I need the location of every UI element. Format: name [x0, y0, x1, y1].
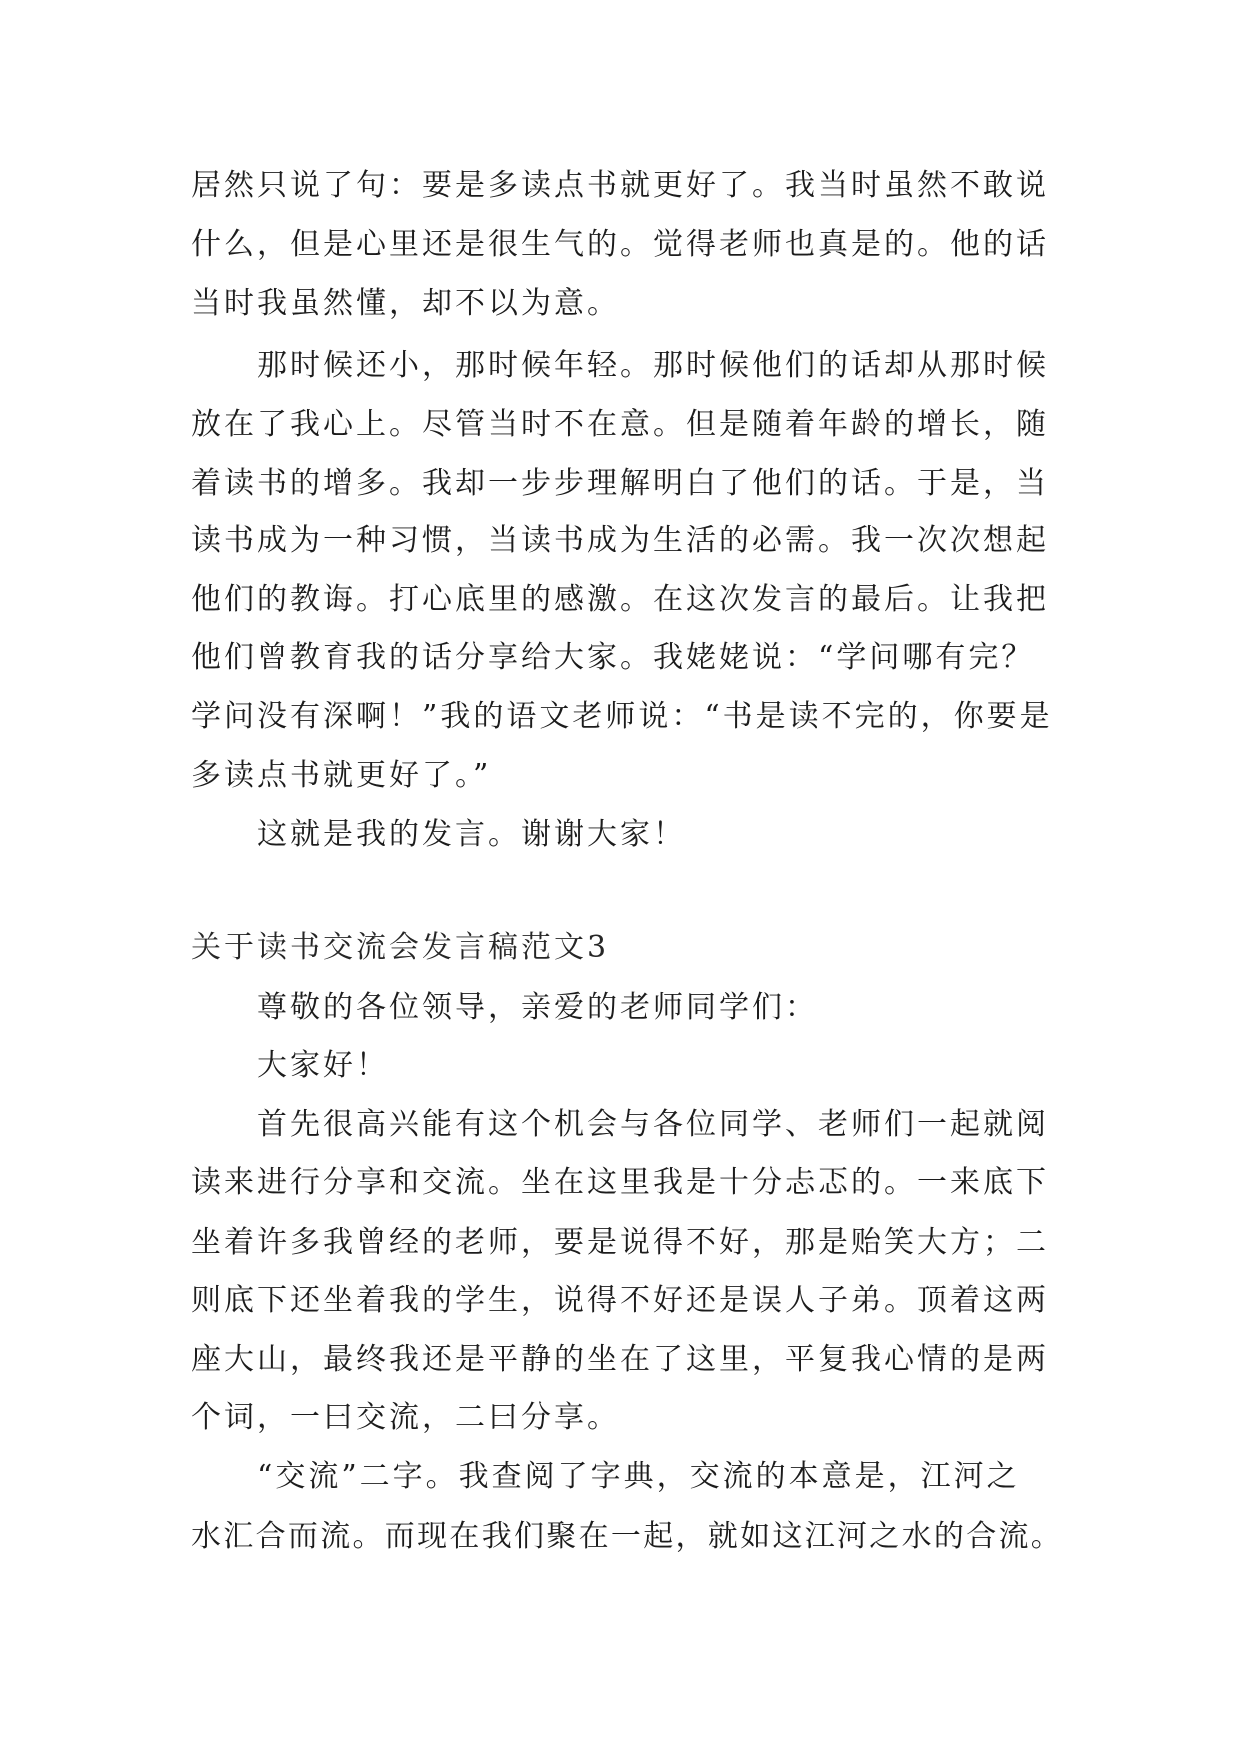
text-line: 尊敬的各位领导，亲爱的老师同学们：	[257, 990, 818, 1025]
text-line: 个词，一曰交流，二曰分享。	[191, 1400, 620, 1435]
text-line: 多读点书就更好了。”	[191, 758, 492, 793]
text-line: 他们的教诲。打心底里的感激。在这次发言的最后。让我把	[191, 582, 1049, 617]
text-line: 则底下还坐着我的学生，说得不好还是误人子弟。顶着这两	[191, 1283, 1049, 1318]
text-line: 着读书的增多。我却一步步理解明白了他们的话。于是，当	[191, 466, 1049, 501]
text-line: “交流”二字。我查阅了字典，交流的本意是，江河之	[257, 1459, 1020, 1494]
text-line: 座大山，最终我还是平静的坐在了这里，平复我心情的是两	[191, 1342, 1049, 1377]
text-line: 学问没有深啊！”我的语文老师说：“书是读不完的，你要是	[191, 699, 1053, 734]
text-line: 什么，但是心里还是很生气的。觉得老师也真是的。他的话	[191, 227, 1049, 262]
text-line: 他们曾教育我的话分享给大家。我姥姥说：“学问哪有完？	[191, 640, 1035, 675]
text-line: 那时候还小，那时候年轻。那时候他们的话却从那时候	[257, 348, 1049, 383]
text-line: 当时我虽然懂，却不以为意。	[191, 286, 620, 321]
text-line: 放在了我心上。尽管当时不在意。但是随着年龄的增长，随	[191, 407, 1049, 442]
text-line: 读来进行分享和交流。坐在这里我是十分忐忑的。一来底下	[191, 1165, 1049, 1200]
text-line: 首先很高兴能有这个机会与各位同学、老师们一起就阅	[257, 1107, 1049, 1142]
text-line: 这就是我的发言。谢谢大家！	[257, 817, 686, 852]
section-heading: 关于读书交流会发言稿范文3	[191, 930, 610, 965]
text-line: 水汇合而流。而现在我们聚在一起，就如这江河之水的合流。	[191, 1519, 1064, 1554]
text-line: 读书成为一种习惯，当读书成为生活的必需。我一次次想起	[191, 523, 1049, 558]
text-line: 坐着许多我曾经的老师，要是说得不好，那是贻笑大方；二	[191, 1225, 1049, 1260]
text-line: 大家好！	[257, 1048, 389, 1083]
text-line: 居然只说了句：要是多读点书就更好了。我当时虽然不敢说	[191, 168, 1049, 203]
